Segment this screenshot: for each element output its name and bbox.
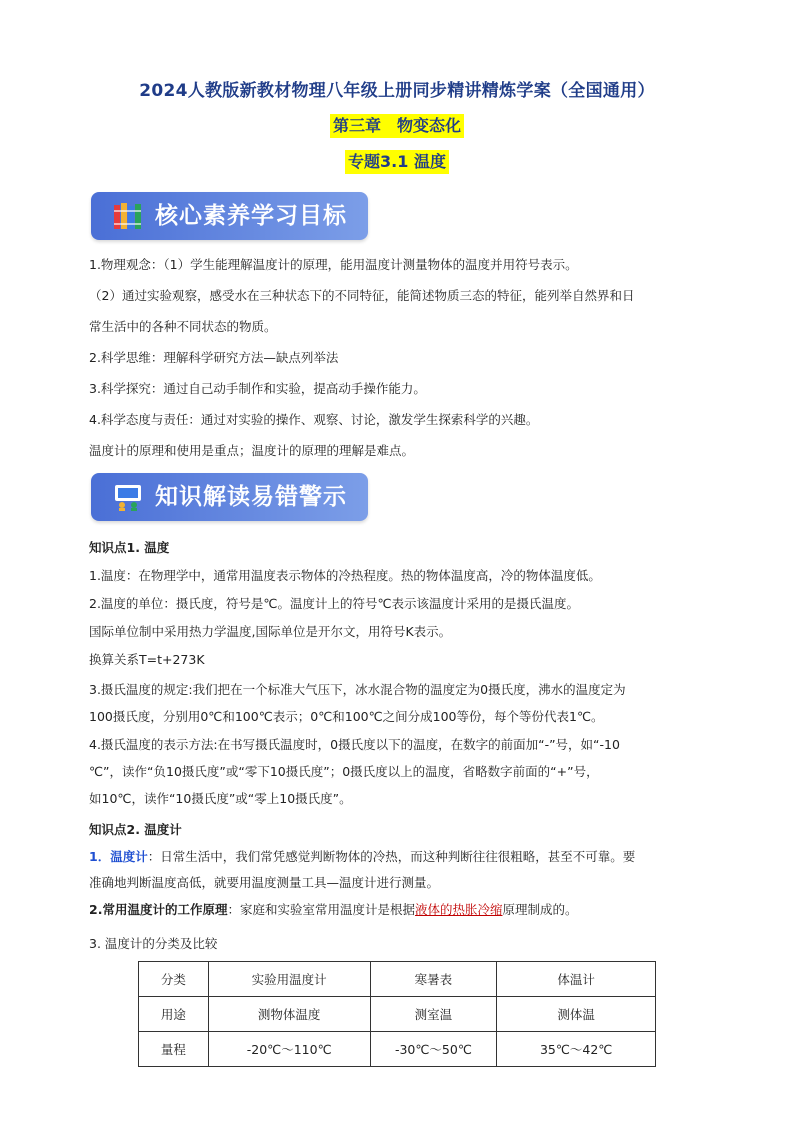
goal-line-2: （2）通过实验观察，感受水在三种状态下的不同特征，能简述物质三态的特征，能列举自然界和日 xyxy=(89,288,635,303)
table-cell: -20℃～110℃ xyxy=(208,1032,370,1067)
kp1-line-2: 2.温度的单位：摄氏度，符号是℃。温度计上的符号℃表示该温度计采用的是摄氏温度。 xyxy=(89,596,580,611)
kp1-line-3: 国际单位制中采用热力学温度,国际单位是开尔文，用符号K表示。 xyxy=(89,624,452,639)
goal-line-3: 常生活中的各种不同状态的物质。 xyxy=(89,319,277,334)
table-cell: 体温计 xyxy=(497,962,656,997)
topic-title: 专题3.1 温度 xyxy=(345,150,449,174)
thermometer-comparison-table xyxy=(138,961,656,1067)
banner-knowledge-label: 知识解读易错警示 xyxy=(155,484,347,510)
books-icon xyxy=(113,202,143,230)
goal-line-5: 3.科学探究：通过自己动手制作和实验，提高动手操作能力。 xyxy=(89,381,426,396)
table-cell: 用途 xyxy=(139,997,209,1032)
table-cell: 寒暑表 xyxy=(370,962,497,997)
kp2-title: 知识点2. 温度计 xyxy=(89,822,182,837)
table-cell: 实验用温度计 xyxy=(208,962,370,997)
document-title: 2024人教版新教材物理八年级上册同步精讲精炼学案（全国通用） xyxy=(139,81,655,101)
kp2-item-2-post: 原理制成的。 xyxy=(502,902,578,917)
kp1-line-1: 1.温度：在物理学中，通常用温度表示物体的冷热程度。热的物体温度高，冷的物体温度低。 xyxy=(89,568,601,583)
goal-line-1: 1.物理观念：（1）学生能理解温度计的原理，能用温度计测量物体的温度并用符号表示。 xyxy=(89,257,578,272)
table-cell: 量程 xyxy=(139,1032,209,1067)
kp1-line-8: ℃”，读作“负10摄氏度”或“零下10摄氏度”；0摄氏度以上的温度，省略数字前面的“+”号， xyxy=(89,764,599,779)
chapter-line xyxy=(0,114,794,138)
table-cell: 35℃～42℃ xyxy=(497,1032,656,1067)
banner-goals-label: 核心素养学习目标 xyxy=(155,203,347,229)
kp2-item-1-label: 1．温度计 xyxy=(89,849,148,864)
presentation-icon xyxy=(113,483,143,511)
table-cell: 测物体温度 xyxy=(208,997,370,1032)
kp1-line-9: 如10℃，读作“10摄氏度”或“零上10摄氏度”。 xyxy=(89,791,352,806)
topic-line xyxy=(0,150,794,174)
goal-line-7: 温度计的原理和使用是重点；温度计的原理的理解是难点。 xyxy=(89,443,415,458)
kp2-item-3: 3. 温度计的分类及比较 xyxy=(89,936,218,951)
table-row xyxy=(139,1032,656,1067)
kp2-item-2-pre: ：家庭和实验室常用温度计是根据 xyxy=(227,902,415,917)
section-banner-knowledge xyxy=(91,473,368,521)
chapter-title: 第三章 物变态化 xyxy=(330,114,464,138)
goal-line-6: 4.科学态度与责任：通过对实验的操作、观察、讨论，激发学生探索科学的兴趣。 xyxy=(89,412,539,427)
table-row xyxy=(139,997,656,1032)
table-cell: 分类 xyxy=(139,962,209,997)
kp1-title: 知识点1. 温度 xyxy=(89,540,170,555)
kp1-line-6: 100摄氏度，分别用0℃和100℃表示；0℃和100℃之间分成100等份，每个等份代表1℃。 xyxy=(89,709,604,724)
kp2-item-1-text: ：日常生活中，我们常凭感觉判断物体的冷热，而这种判断往往很粗略，甚至不可靠。要 xyxy=(147,849,636,864)
kp2-item-2 xyxy=(89,901,709,919)
kp2-item-2-highlight: 液体的热胀冷缩 xyxy=(414,902,503,917)
kp2-item-2-label: 2.常用温度计的工作原理 xyxy=(89,902,228,917)
kp1-line-7: 4.摄氏温度的表示方法:在书写摄氏温度时，0摄氏度以下的温度，在数字的前面加“-”号，如“-10 xyxy=(89,737,620,752)
table-cell: 测室温 xyxy=(370,997,497,1032)
kp2-item-1 xyxy=(89,848,709,866)
table-cell: 测体温 xyxy=(497,997,656,1032)
table-row xyxy=(139,962,656,997)
section-banner-goals xyxy=(91,192,368,240)
table-cell: -30℃～50℃ xyxy=(370,1032,497,1067)
kp2-item-1-cont: 准确地判断温度高低，就要用温度测量工具—温度计进行测量。 xyxy=(89,875,440,890)
goal-line-4: 2.科学思维：理解科学研究方法—缺点列举法 xyxy=(89,350,339,365)
kp1-line-5: 3.摄氏温度的规定:我们把在一个标准大气压下，冰水混合物的温度定为0摄氏度，沸水的温度定为 xyxy=(89,682,626,697)
kp1-line-4: 换算关系T=t+273K xyxy=(89,652,205,667)
